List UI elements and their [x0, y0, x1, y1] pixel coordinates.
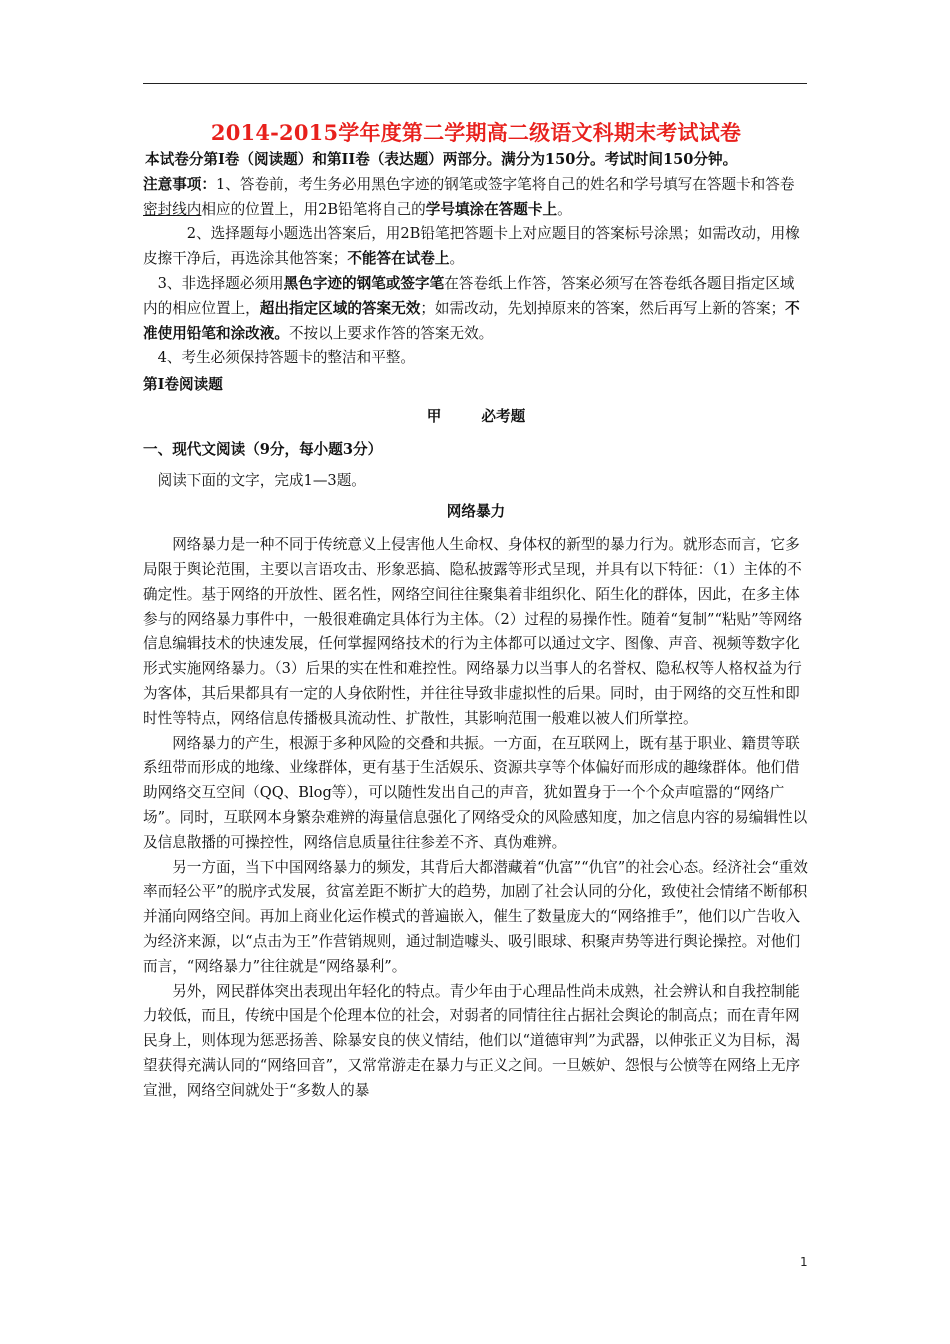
article-paragraph: 另外，网民群体突出表现出年轻化的特点。青少年由于心理品性尚未成熟，社会辨认和自我控制能力较低，而且，传统中国是个伦理本位的社会，对弱者的同情往往占据社会舆论的制高点；而在青年网民身上，则体现为惩恶扬善、除暴安良的侠义情结，他们以“道德审判”为武器，以伸张正义为目标，渴望获得充满认同的“网络回音”，又常常游走在暴力与正义之间。一旦嫉妒、怨恨与公愤等在网络上无序宣泄，网络空间就处于“多数人的暴	[143, 982, 801, 1099]
part1-heading: 第Ⅰ卷阅读题	[143, 376, 223, 394]
article-paragraph: 网络暴力是一种不同于传统意义上侵害他人生命权、身体权的新型的暴力行为。就形态而言，它多局限于舆论范围，主要以言语攻击、形象恶搞、隐私披露等形式呈现，并具有以下特征：（1）主体的不确定性。基于网络的开放性、匿名性，网络空间往往聚集着非组织化、陌生化的群体，因此，在多主体参与的网络暴力事件中，一般很难确定具体行为主体。（2）过程的易操作性。随着“复制”“粘贴”等网络信息编辑技术的快速发展，任何掌握网络技术的行为主体都可以通过文字、图像、声音、视频等数字化形式实施网络暴力。（3）后果的实在性和难控性。网络暴力以当事人的名誉权、隐私权等人格权益为行为客体，其后果都具有一定的人身依附性，并往往导致非虚拟性的后果。同时，由于网络的交互性和即时性等特点，网络信息传播极具流动性、扩散性，其影响范围一般难以被人们所掌控。	[143, 536, 803, 727]
notice-label: 注意事项：	[143, 175, 216, 193]
notice-item-4: 4、考生必须保持答题卡的整洁和平整。	[157, 349, 415, 367]
notice-item-3: 3、非选择题必须用黑色字迹的钢笔或签字笔在答卷纸上作答，答案必须写在答卷纸各题目指定区域内的相应位置上，超出指定区域的答案无效；如需改动，先划掉原来的答案，然后再写上新的答案；不准使用铅笔和涂改液。不按以上要求作答的答案无效。	[143, 274, 800, 342]
article-title: 网络暴力	[446, 503, 506, 521]
article-paragraph: 网络暴力的产生，根源于多种风险的交叠和共振。一方面，在互联网上，既有基于职业、籍贯等联系纽带而形成的地缘、业缘群体，更有基于生活娱乐、资源共享等个体偏好而形成的趣缘群体。他们借助网络交互空间（QQ、Blog等），可以随性发出自己的声音，犹如置身于一个个众声喧嚣的“网络广场”。同时，互联网本身繁杂难辨的海量信息强化了网络受众的风险感知度，加之信息内容的易编辑性以及信息散播的可操控性，网络信息质量往往参差不齐、真伪难辨。	[143, 734, 808, 851]
page-number: 1	[800, 1255, 808, 1269]
exam-document	[143, 118, 809, 1103]
exam-title: 2014-2015学年度第二学期高二级语文科期末考试试卷	[210, 120, 742, 145]
notice-item-1: 注意事项：1、答卷前，考生务必用黑色字迹的钢笔或签字笔将自己的姓名和学号填写在答题卡和答卷密封线内相应的位置上，用2B铅笔将自己的学号填涂在答题卡上。	[143, 175, 795, 218]
article-paragraph: 另一方面，当下中国网络暴力的频发，其背后大都潜藏着“仇富”“仇官”的社会心态。经济社会“重效率而轻公平”的脱序式发展，贫富差距不断扩大的趋势，加剧了社会认同的分化，致使社会情绪不断郁积并涌向网络空间。再加上商业化运作模式的普遍嵌入，催生了数量庞大的“网络推手”，他们以广告收入为经济来源，以“点击为王”作营销规则，通过制造噱头、吸引眼球、积聚声势等进行舆论操控。对他们而言，“网络暴力”往往就是“网络暴利”。	[143, 858, 808, 975]
sealed-line-text: 密封线内	[143, 200, 202, 218]
header-rule	[143, 83, 807, 84]
exam-intro: 本试卷分第Ⅰ卷（阅读题）和第II卷（表达题）两部分。满分为150分。考试时间150分钟。	[145, 151, 738, 168]
section-heading: 甲 必考题	[426, 407, 526, 425]
reading-instruction: 阅读下面的文字，完成1—3题。	[157, 471, 366, 489]
notice-item-2: 2、选择题每小题选出答案后，用2B铅笔把答题卡上对应题目的答案标号涂黑；如需改动，用橡皮擦干净后，再选涂其他答案；不能答在试卷上。	[143, 225, 800, 268]
question-1-heading: 一、现代文阅读（9分，每小题3分）	[143, 440, 383, 458]
